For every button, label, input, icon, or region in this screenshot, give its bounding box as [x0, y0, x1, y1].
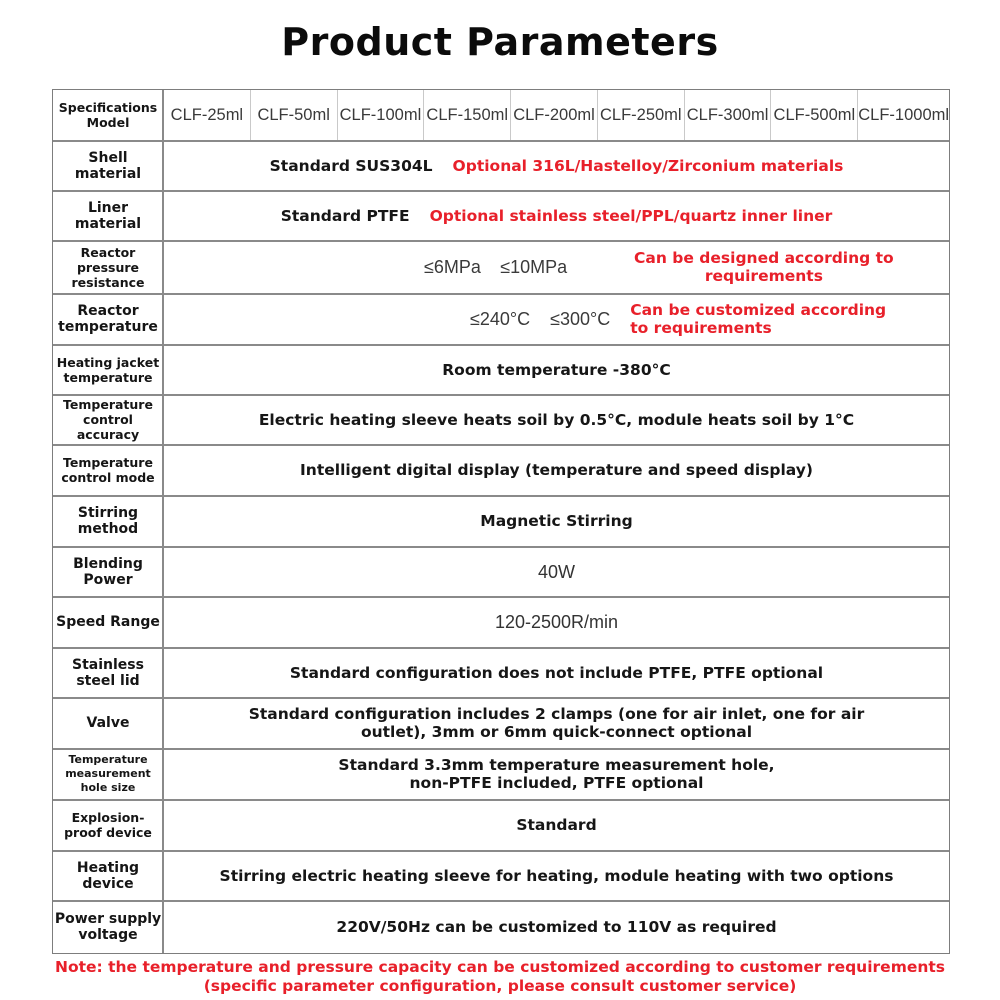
- row-label-power-supply: Power supply voltage: [54, 911, 162, 943]
- model-cell: CLF-250ml: [597, 90, 684, 140]
- table-row-control-mode: [53, 445, 949, 495]
- row-label-reactor-temperature: Reactor temperature: [58, 303, 158, 335]
- row-value-stainless-lid: Standard configuration does not include PTFE, PTFE optional: [289, 663, 824, 682]
- row-value-reactor-temperature: [164, 294, 949, 344]
- table-row-speed: [53, 597, 949, 647]
- row-label-reactor-pressure: Reactor pressure resistance: [71, 244, 145, 290]
- row-value-power-supply: 220V/50Hz can be customized to 110V as required: [336, 918, 777, 936]
- table-row-hole: [53, 749, 949, 799]
- row-value-speed-range: 120-2500R/min: [494, 612, 619, 632]
- row-label-heating-jacket: Heating jacket temperature: [56, 354, 160, 385]
- row-label-valve: Valve: [86, 715, 130, 731]
- pressure-value-a: ≤6MPa: [424, 257, 481, 277]
- model-cell: CLF-200ml: [510, 90, 597, 140]
- footnote: [0, 958, 1000, 996]
- temperature-value-b: ≤300°C: [550, 309, 611, 329]
- table-row-jacket: [53, 345, 949, 394]
- row-value-valve: Standard configuration includes 2 clamps (one for air inlet, one for air outlet), 3mm or 6mm quick-connect optional: [248, 705, 865, 741]
- table-row-liner: [53, 191, 949, 240]
- pressure-value-b: ≤10MPa: [500, 257, 568, 277]
- temperature-note: Can be customized according to requirements: [630, 301, 887, 337]
- table-row-lid: [53, 648, 949, 697]
- temperature-value-a: ≤240°C: [470, 309, 531, 329]
- table-row-stirring: [53, 496, 949, 546]
- row-label-control-accuracy: Temperature control accuracy: [63, 397, 153, 442]
- hole-line-1: Standard 3.3mm temperature measurement hole,: [338, 756, 775, 774]
- model-cell: CLF-50ml: [250, 90, 337, 140]
- row-value-control-mode: Intelligent digital display (temperature and speed display): [300, 461, 813, 479]
- row-label-stainless-lid: Stainless steel lid: [72, 656, 144, 689]
- row-label-stirring-method: Stirring method: [77, 505, 139, 537]
- row-value-reactor-pressure: [164, 241, 949, 293]
- table-row-power: [53, 547, 949, 596]
- row-value-control-accuracy: Electric heating sleeve heats soil by 0.5°C, module heats soil by 1°C: [258, 410, 855, 429]
- row-value-blending-power: 40W: [537, 561, 575, 582]
- row-label-heating-device: Heating device: [76, 859, 140, 892]
- model-cell: CLF-300ml: [684, 90, 771, 140]
- row-value-heating-device: Stirring electric heating sleeve for heating, module heating with two options: [219, 866, 894, 885]
- model-cell: CLF-500ml: [770, 90, 857, 140]
- table-row-pressure: [53, 241, 949, 293]
- shell-optional: Optional 316L/Hastelloy/Zirconium materials: [452, 156, 844, 175]
- row-label-specifications-model: Specifications Model: [58, 100, 158, 130]
- table-row-heating: [53, 851, 949, 900]
- row-label-explosion-proof: Explosion-proof device: [64, 810, 152, 840]
- pressure-note: Can be designed according to requirements: [634, 249, 894, 285]
- table-row-valve: [53, 698, 949, 748]
- row-label-control-mode: Temperature control mode: [61, 455, 155, 485]
- footnote-line-2: (specific parameter configuration, please consult customer service): [203, 977, 797, 995]
- table-row-models: [53, 90, 949, 140]
- row-value-stirring-method: Magnetic Stirring: [480, 512, 633, 530]
- model-list: [164, 90, 949, 140]
- row-label-shell-material: Shell material: [74, 149, 142, 182]
- row-label-hole-size: Temperature measurement hole size: [65, 753, 151, 794]
- model-cell: CLF-100ml: [337, 90, 424, 140]
- model-cell: CLF-25ml: [170, 105, 244, 124]
- row-value-explosion-proof: Standard: [516, 816, 597, 834]
- table-row-temperature: [53, 294, 949, 344]
- table-row-accuracy: [53, 395, 949, 444]
- hole-line-2: non-PTFE included, PTFE optional: [409, 774, 704, 792]
- row-label-blending-power: Blending Power: [73, 555, 143, 588]
- page-title: Product Parameters: [281, 20, 719, 64]
- row-value-heating-jacket: Room temperature -380°C: [442, 360, 671, 379]
- row-label-speed-range: Speed Range: [56, 614, 160, 630]
- liner-standard: Standard PTFE: [280, 206, 410, 225]
- footnote-line-1: Note: the temperature and pressure capacity can be customized according to customer requirements: [54, 958, 946, 976]
- table-row-shell: [53, 141, 949, 190]
- row-value-hole-size: [164, 749, 949, 799]
- row-label-liner-material: Liner material: [74, 199, 142, 232]
- liner-optional: Optional stainless steel/PPL/quartz inner liner: [429, 206, 833, 225]
- row-value-shell-material: [164, 141, 949, 190]
- row-value-liner-material: [164, 191, 949, 240]
- table-row-explosion: [53, 800, 949, 850]
- parameters-table: [52, 89, 950, 954]
- table-row-voltage: [53, 901, 949, 953]
- model-cell: CLF-150ml: [423, 90, 510, 140]
- shell-standard: Standard SUS304L: [269, 156, 433, 175]
- model-cell: CLF-1000ml: [857, 90, 949, 140]
